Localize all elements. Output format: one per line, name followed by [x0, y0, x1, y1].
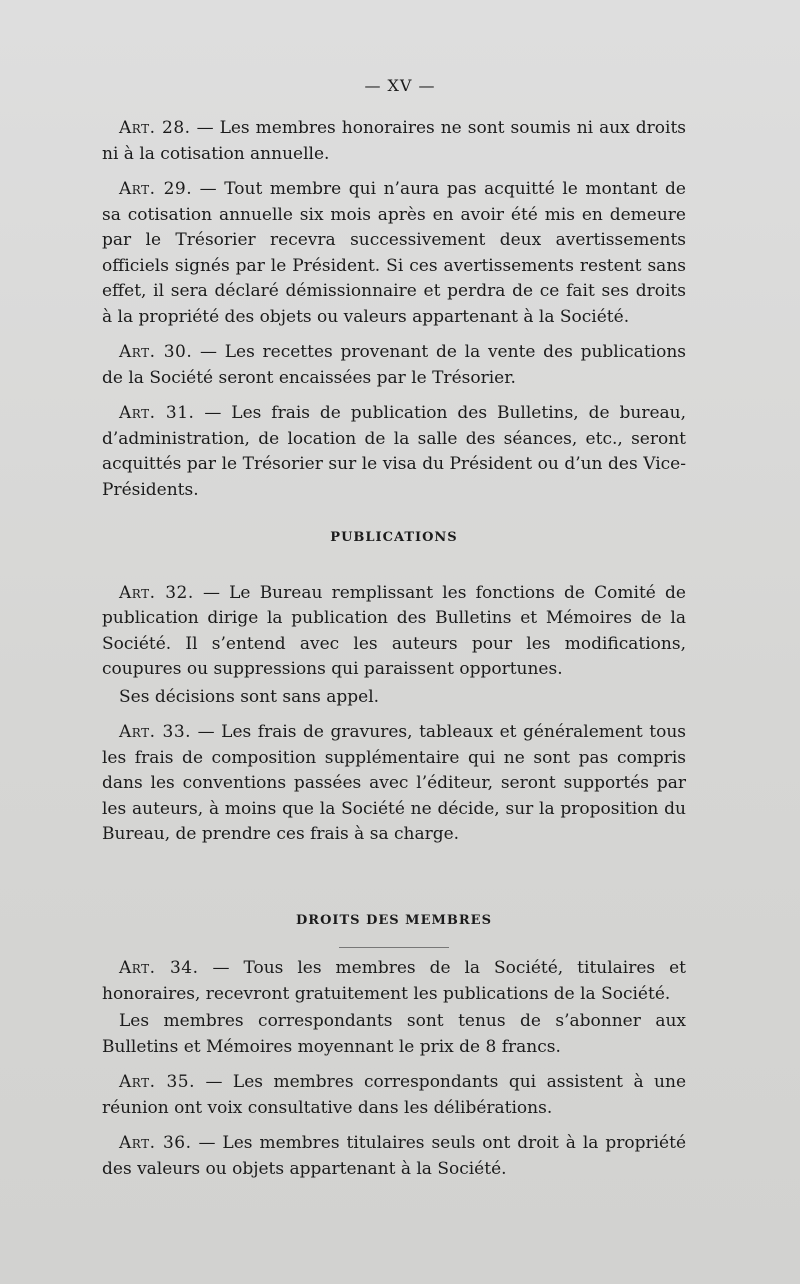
article-text: — Les membres titulaires seuls ont droit à la propriété des valeurs ou objets appartenant à la Société.: [102, 1133, 687, 1179]
article-text: — Le Bureau remplissant les fonctions de Comité de publication dirige la publication des Bulletins et Mémoires de la Société. Il s’entend avec les auteurs pour les modifications, coupures ou suppressions qui paraissent opportunes.: [102, 582, 686, 679]
article-33: [102, 720, 686, 848]
article-label: Art. 36.: [119, 1133, 192, 1153]
article-label: Art. 28.: [119, 118, 191, 138]
article-31: [102, 401, 686, 503]
section-heading-publications: PUBLICATIONS: [330, 530, 458, 545]
article-text: — Les frais de publication des Bulletins, de bureau, d’administration, de location de la salle des séances, etc., seront acquittés par le Trésorier sur le visa du Président ou d’un des Vice-Présidents.: [102, 403, 686, 500]
article-35: [102, 1070, 686, 1121]
article-text: — Les membres correspondants qui assistent à une réunion ont voix consultative dans les délibérations.: [102, 1072, 687, 1118]
article-label: Art. 35.: [119, 1072, 196, 1092]
article-label: Art. 32.: [119, 582, 194, 603]
section-heading-droits: DROITS DES MEMBRES: [296, 912, 492, 928]
article-label: Art. 33.: [119, 722, 192, 742]
article-label: Art. 30.: [119, 342, 193, 362]
article-text: — Les recettes provenant de la vente des publications de la Société seront encaissées par le Trésorier.: [102, 342, 686, 388]
article-36: [102, 1131, 686, 1182]
article-32-continuation: Ses décisions sont sans appel.: [119, 686, 380, 707]
article-label: Art. 31.: [119, 403, 195, 423]
article-text: — Les frais de gravures, tableaux et généralement tous les frais de composition supplémentaire qui ne sont pas compris dans les conventions passées avec l’éditeur, seront supportés par les auteurs, à moins que la Société ne décide, sur la proposition du Bureau, de prendre ces frais à sa charge.: [102, 722, 687, 844]
article-28: [102, 116, 686, 167]
divider: [339, 947, 449, 948]
article-34: [102, 956, 686, 1007]
article-text: — Les membres honoraires ne sont soumis ni aux droits ni à la cotisation annuelle.: [102, 118, 686, 164]
article-text: — Tout membre qui n’aura pas acquitté le montant de sa cotisation annuelle six mois après en avoir été mis en demeure par le Trésorier recevra successivement deux avertissements officiels signés par le Président. Si ces avertissements restent sans effet, il sera déclaré démissionnaire et perdra de ce fait ses droits à la propriété des objets ou valeurs appartenant à la Société.: [102, 179, 686, 327]
article-label: Art. 29.: [119, 179, 193, 199]
article-29: [102, 177, 686, 330]
page-body: [102, 116, 686, 1192]
article-30: [102, 340, 686, 391]
article-text: — Tous les membres de la Société, titulaires et honoraires, recevront gratuitement les publications de la Société.: [102, 958, 686, 1004]
article-34-continuation: Les membres correspondants sont tenus de s’abonner aux Bulletins et Mémoires moyennant le prix de 8 francs.: [102, 1011, 686, 1057]
article-32: [102, 581, 686, 683]
article-label: Art. 34.: [119, 958, 199, 978]
page-number: — XV —: [364, 76, 436, 95]
